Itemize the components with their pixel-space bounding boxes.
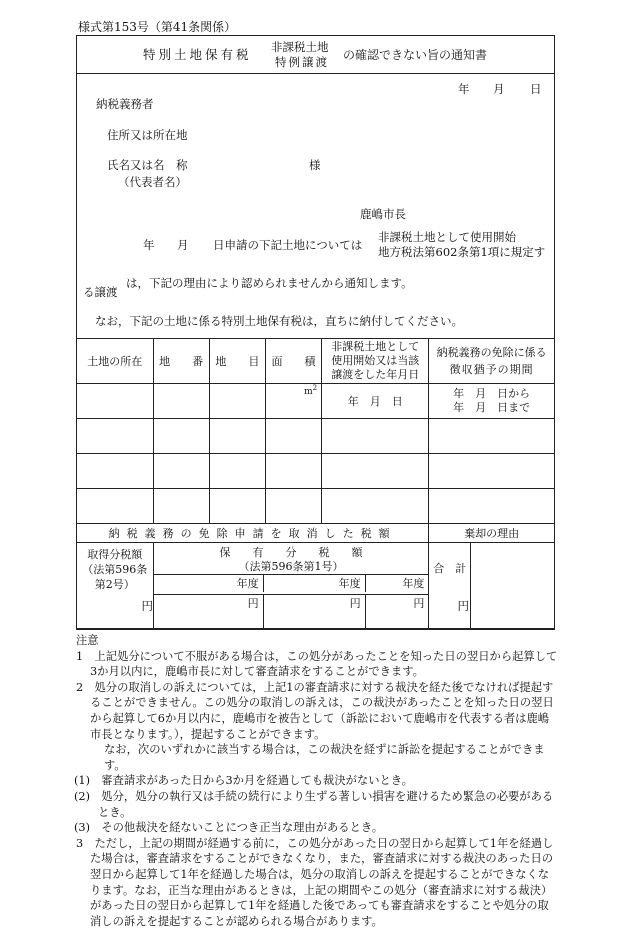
- cancel-amount-header: 納税義務の免除申請を取消した税額: [77, 524, 429, 543]
- holding-tax-title: 保 有 分 税 額: [219, 546, 363, 559]
- note-2-item-3: (3) その他裁決を経ないことにつき正当な理由があるとき。: [74, 821, 384, 835]
- honorific: 様: [309, 158, 321, 172]
- area-unit: $m^2$: [265, 384, 321, 419]
- date-year: 年: [458, 82, 470, 96]
- header-deferral-line2: 徴収猶予の期間: [449, 363, 534, 376]
- date-day: 日: [530, 82, 542, 96]
- acquisition-tax-header: [77, 543, 154, 630]
- header-lot-number: 地 番: [153, 339, 209, 384]
- total-yen: 円: [457, 599, 469, 613]
- date-month: 月: [493, 82, 505, 96]
- note-1: 1 上記処分について不服がある場合は，この処分があったことを知った日の翌日から起算して3か月以内に，鹿嶋市長に対して審査請求をすることができます。: [76, 649, 558, 679]
- reason-cell: [471, 543, 555, 630]
- holding-amount-3: 円: [413, 597, 425, 610]
- representative-label: （代表者名）: [118, 175, 187, 189]
- holding-amount-2: 円: [264, 595, 366, 629]
- header-area: 面 積: [265, 339, 321, 384]
- header-start-date-line2: 使用開始又は当該: [331, 354, 420, 367]
- note-2: 2 処分の取消しの訴えについては，上記1の審査請求に対する裁決を経た後でなければ提起することができません。この処分の取消しの訴えは，この裁決があったことを知った日の翌日から起算して6か月以内に，鹿嶋市を被告として（訴訟において鹿嶋市を代表する者は鹿嶋市長となります。），提起することができます。: [76, 680, 554, 741]
- name-label: 氏名又は名 称: [107, 158, 188, 172]
- title-prefix: 特別土地保有税: [143, 47, 252, 62]
- table-row: [77, 419, 555, 454]
- deferral-from: 年 月 日から: [453, 387, 531, 400]
- acquisition-line3: 第2号）: [94, 578, 135, 591]
- title-suffix: の確認できない旨の通知書: [343, 48, 488, 62]
- header-location: 土地の所在: [77, 339, 154, 384]
- holding-amount-row: [153, 595, 429, 630]
- body-option-nontaxable: 非課税土地として使用開始: [378, 230, 516, 244]
- acquisition-line2: （法第596条: [82, 563, 148, 576]
- address-label: 住所又は所在地: [107, 128, 188, 142]
- header-deferral-period: [429, 339, 555, 384]
- body-month: 月: [177, 238, 189, 252]
- header-land-category: 地 目: [209, 339, 265, 384]
- note-2-item-1: (1) 審査請求があった日から3か月を経過しても裁決がないとき。: [74, 774, 413, 788]
- header-start-date: [322, 339, 429, 384]
- deferral-to: 年 月 日まで: [453, 401, 531, 414]
- body-text-suffix: は，下記の理由により認められませんから通知します。: [126, 276, 413, 290]
- holding-amount-1: 円: [154, 595, 264, 629]
- holding-tax-subtitle: （法第596条第1号）: [238, 560, 344, 573]
- table-row: [77, 489, 555, 524]
- notes-section: [76, 633, 560, 929]
- note-2-item-2: (2) 処分，処分の執行又は手続の続行により生ずる著しい損害を避けるため緊急の必要があるとき。: [74, 789, 554, 819]
- header-deferral-line1: 納税義務の免除に係る: [436, 346, 547, 359]
- fiscal-year-2: 年度: [264, 575, 366, 592]
- form-number: 様式第153号（第41条関係）: [78, 20, 237, 34]
- fiscal-year-row: [154, 574, 429, 592]
- deferral-period-value: [429, 384, 555, 419]
- body-text-prefix: 日申請の下記土地については: [213, 238, 363, 252]
- acquisition-yen: 円: [141, 599, 153, 613]
- body-year: 年: [143, 238, 155, 252]
- holding-tax-header: [153, 543, 429, 595]
- fiscal-year-3: 年度: [402, 577, 425, 590]
- title-option-special-transfer: 特例譲渡: [275, 55, 329, 69]
- total-header: 合 計: [429, 543, 471, 630]
- body-option-continued: る譲渡: [83, 285, 118, 299]
- note-3: 3 ただし，上記の期間が経過する前に，この処分があった日の翌日から起算して1年を経過した場合は，審査請求をすることができなくなり，また，審査請求に対する裁決のあった日の翌日から起算して1年を経過した場合は，処分の取消しの訴えを提起することができなくなります。なお，正当な理由があるときは，上記の期間やこの処分（審査請求に対する裁決）があった日の翌日から起算して1年を経過した後であっても審査請求をすることや処分の取消しの訴えを提起することが認められる場合があります。: [76, 836, 554, 928]
- issuer: 鹿嶋市長: [360, 207, 406, 221]
- header-start-date-line3: 譲渡をした年月日: [331, 368, 420, 381]
- title-divider: [76, 73, 555, 74]
- body-option-special-transfer: 地方税法第602条第1項に規定す: [378, 245, 546, 259]
- table-row: [77, 454, 555, 489]
- land-table: [76, 338, 555, 630]
- note-2-addendum: なお，次のいずれかに該当する場合は，この裁決を経ずに訴訟を提起することができます。: [104, 743, 545, 772]
- body-payment-request: なお，下記の土地に係る特別土地保有税は，直ちに納付してください。: [95, 314, 463, 328]
- fiscal-year-1: 年度: [154, 575, 264, 592]
- title-option-nontaxable: 非課税土地: [271, 40, 329, 54]
- reason-header: 棄却の理由: [429, 524, 555, 543]
- header-start-date-line1: 非課税土地として: [331, 340, 420, 353]
- acquisition-line1: 取得分税額: [87, 548, 143, 561]
- start-date-value: 年 月 日: [322, 384, 429, 419]
- recipient-label: 納税義務者: [96, 97, 154, 111]
- table-row: [77, 384, 555, 419]
- notes-heading: 注意: [76, 634, 99, 647]
